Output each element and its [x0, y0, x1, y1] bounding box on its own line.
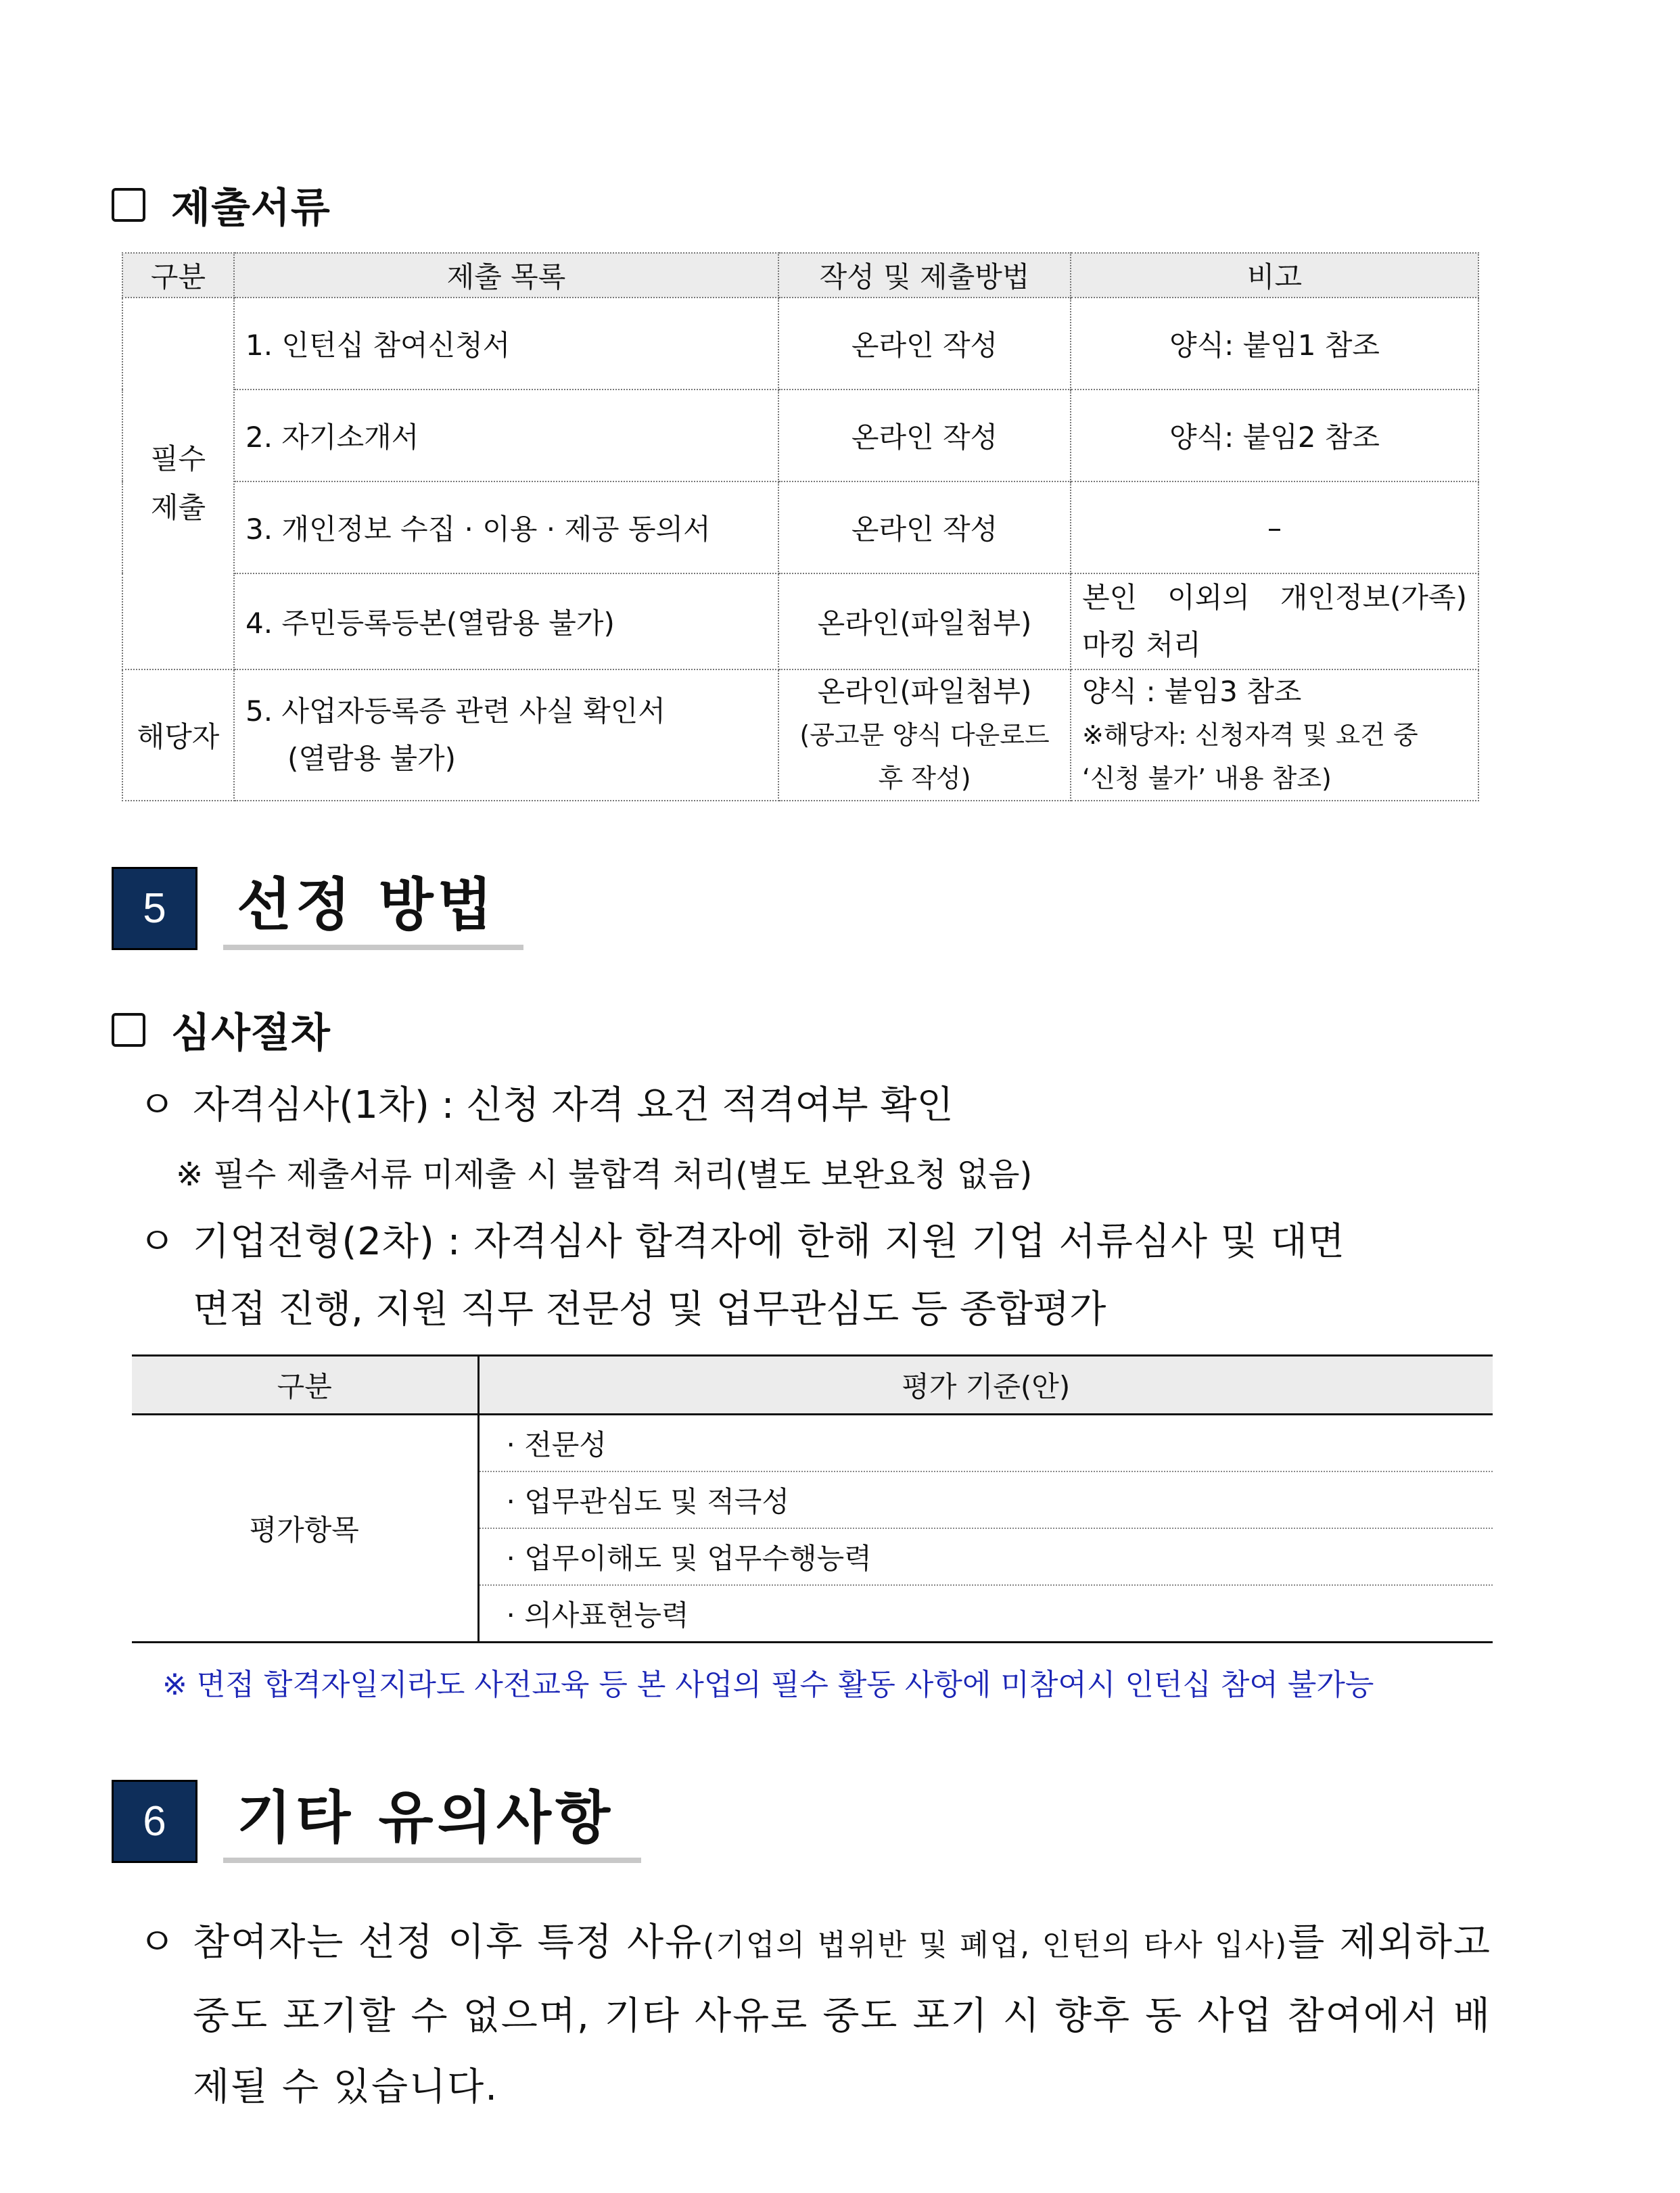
table-row [132, 1415, 1493, 1472]
section-6-number: 6 [112, 1780, 197, 1863]
checkbox-square-icon [112, 188, 145, 222]
bullet-company-review [139, 1208, 1491, 1344]
docs-method: 온라인 작성 [778, 390, 1071, 481]
bullet-text-paren: (기업의 법위반 및 폐업, 인턴의 타사 입사) [703, 1928, 1288, 1962]
docs-note: 양식: 붙임2 참조 [1071, 390, 1478, 481]
circle-bullet-icon: ㅇ [139, 1083, 176, 1127]
bullet-text-line2: 면접 진행, 지원 직무 전문성 및 업무관심도 등 종합평가 [193, 1288, 1106, 1331]
docs-header-method: 작성 및 제출방법 [778, 253, 1071, 298]
bullet-text-part: 를 제외하고 중도 포기할 수 없으며, 기타 사유로 중도 포기 시 향후 동 사업 참여에서 배제될 수 있습니다. [193, 1920, 1492, 2109]
docs-note-line: 마킹 처리 [1082, 628, 1201, 661]
docs-item: 2. 자기소개서 [234, 390, 778, 481]
checkbox-square-icon [112, 1013, 145, 1047]
docs-note-line: ‘신청 불가’ 내용 참조) [1082, 763, 1332, 793]
docs-note-line: 본인 이외의 개인정보(가족) [1082, 581, 1467, 614]
docs-item: 4. 주민등록등본(열람용 불가) [234, 573, 778, 669]
eval-table-header-row [132, 1356, 1493, 1415]
docs-note: – [1071, 481, 1478, 573]
docs-group-applicable: 해당자 [122, 669, 234, 801]
table-row [122, 669, 1478, 801]
docs-note [1071, 573, 1478, 669]
docs-method-line: 온라인(파일첨부) [817, 675, 1032, 708]
bullet-text: 자격심사(1차) : 신청 자격 요건 적격여부 확인 [193, 1083, 954, 1127]
docs-heading [112, 176, 331, 234]
section-5-header [112, 867, 523, 950]
docs-header-note: 비고 [1071, 253, 1478, 298]
docs-item [234, 669, 778, 801]
review-heading [112, 1001, 331, 1059]
docs-heading-title: 제출서류 [171, 185, 331, 232]
section-6-title: 기타 유의사항 [237, 1785, 615, 1851]
docs-item-line: (열람용 불가) [287, 742, 456, 775]
bullet-text-line1: 기업전형(2차) : 자격심사 합격자에 한해 지원 기업 서류심사 및 대면 [193, 1220, 1345, 1264]
docs-method-line: (공고문 양식 다운로드 [799, 720, 1050, 750]
eval-item: · 업무관심도 및 적극성 [478, 1471, 1493, 1528]
eval-header-category: 구분 [132, 1356, 478, 1415]
bullet-withdrawal-notice [139, 1907, 1491, 2123]
docs-method: 온라인(파일첨부) [778, 573, 1071, 669]
eval-item: · 업무이해도 및 업무수행능력 [478, 1528, 1493, 1585]
docs-item: 3. 개인정보 수집 · 이용 · 제공 동의서 [234, 481, 778, 573]
section-6-title-underline [223, 1781, 641, 1863]
interview-notice: ※ 면접 합격자일지라도 사전교육 등 본 사업의 필수 활동 사항에 미참여시 인턴십 참여 불가능 [162, 1668, 1374, 1702]
docs-note-line: 양식 : 붙임3 참조 [1082, 675, 1302, 708]
docs-note: 양식: 붙임1 참조 [1071, 298, 1478, 390]
eval-header-criteria: 평가 기준(안) [478, 1356, 1493, 1415]
table-row [122, 481, 1478, 573]
docs-header-category: 구분 [122, 253, 234, 298]
table-row [122, 573, 1478, 669]
docs-group-required: 필수 제출 [122, 298, 234, 669]
docs-item: 1. 인턴십 참여신청서 [234, 298, 778, 390]
docs-table-header-row [122, 253, 1478, 298]
docs-note [1071, 669, 1478, 801]
circle-bullet-icon: ㅇ [139, 1220, 177, 1264]
docs-method [778, 669, 1071, 801]
bullet-qualification-review [139, 1072, 1491, 1139]
eval-item: · 의사표현능력 [478, 1585, 1493, 1643]
bullet-sub-note: ※ 필수 제출서류 미제출 시 불합격 처리(별도 보완요청 없음) [176, 1156, 1033, 1194]
eval-item: · 전문성 [478, 1415, 1493, 1472]
docs-method: 온라인 작성 [778, 481, 1071, 573]
table-row [122, 298, 1478, 390]
table-row [122, 390, 1478, 481]
docs-note-line: ※해당자: 신청자격 및 요건 중 [1082, 720, 1418, 750]
review-heading-title: 심사절차 [171, 1010, 331, 1057]
docs-header-item: 제출 목록 [234, 253, 778, 298]
docs-method-line: 후 작성) [878, 763, 971, 793]
circle-bullet-icon: ㅇ [139, 1920, 176, 1964]
bullet-text-part: 참여자는 선정 이후 특정 사유 [193, 1920, 703, 1964]
eval-table [132, 1354, 1493, 1643]
section-5-title-underline [223, 868, 523, 950]
section-5-title: 선정 방법 [237, 872, 496, 938]
eval-label: 평가항목 [132, 1415, 478, 1643]
docs-method: 온라인 작성 [778, 298, 1071, 390]
bullet-text [193, 1907, 1491, 2123]
section-5-number: 5 [112, 867, 197, 950]
docs-item-line: 5. 사업자등록증 관련 사실 확인서 [246, 694, 666, 728]
section-6-header [112, 1780, 641, 1863]
docs-table [122, 252, 1479, 801]
